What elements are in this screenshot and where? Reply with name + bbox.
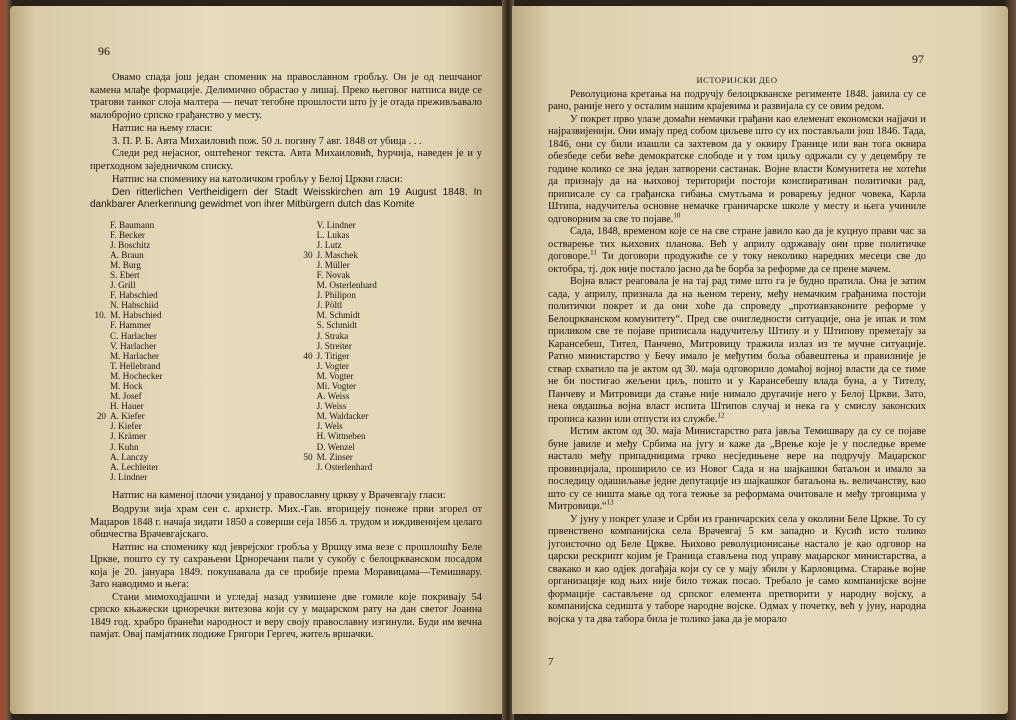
entry-name: M. Osterlenhard	[316, 280, 377, 291]
paragraph	[548, 426, 926, 514]
entry-name: J. Philipon	[316, 290, 356, 301]
entry-name: Mi. Vogter	[316, 381, 357, 391]
inscription-german: Den ritterlichen Vertheidigern der Stadt Weisskirchen am 19 August 1848. In dankbarer Anerkennung gewidmet von ihrer Mitbürgern dutch das Komite	[90, 186, 482, 210]
name-entry	[110, 442, 291, 452]
name-entry	[110, 401, 291, 411]
name-entry	[317, 431, 482, 441]
name-entry	[110, 341, 291, 351]
name-entry	[110, 351, 291, 361]
name-entry	[303, 249, 482, 260]
name-entry	[110, 421, 291, 431]
entry-name: N. Habschiid	[110, 300, 159, 311]
entry-name: H. Wittneben	[316, 431, 366, 442]
paragraph: Натпис на споменику на католичком гробљу у Белој Цркви гласи:	[112, 174, 403, 185]
name-entry	[317, 260, 482, 270]
entry-number: 40	[303, 350, 313, 361]
paragraph: У јуну у покрет улазе и Срби из граничарских села у околини Беле Цркве. То су првенствено компанијска села Врачевгај 5 км западно и Кусић исто толико југоисточно од Беле Цркве. Њихово револуционисање настало је као одговор на царски рескрипт којим је Граница стављена под управу маџарског министарства, а свакако и као одјек догађаја који су се у мају збили у Карловцима. Старање војне организације код њих није било тежак посао. Требало је само компанијске војне формације састављене од српског елемента претворити у народну војску, а компанијска седишта у таборе народне војске. Одмах у почетку, већ у јуну, народна војска у та два табора била је толико јака да је морало	[548, 513, 926, 625]
entry-name: J. Kiefer	[110, 421, 142, 432]
name-entry	[110, 391, 291, 401]
name-entry	[110, 290, 291, 300]
entry-name: T. Hellebrand	[110, 360, 161, 371]
entry-name: V. Lindner	[316, 219, 356, 230]
entry-name: A. Braun	[110, 249, 144, 260]
name-entry	[110, 250, 291, 260]
entry-name: J. Boschitz	[110, 239, 151, 250]
paragraph: Револуционa кретања на подручју белоцркванске регименте 1848. јавила су се рано, раније него у осталим нашим крајевима и развијала су се овим редом.	[548, 88, 926, 112]
page-number-left: 96	[98, 44, 110, 58]
paragraph: Овамо спада још један споменик на православном гробљу. Он је од пешчаног камена млађе формације. Делимично обрастао у лишај. Преко његовог натписа виде се трагови танког слоја малтера — печат тегобне прошлости што ју је отада преживљавало малобројно српско грађанство у месту.	[90, 72, 482, 121]
name-entry	[317, 310, 482, 320]
entry-name: J. Grill	[110, 280, 136, 291]
entry-name: M. Harlacher	[110, 350, 159, 361]
footnote-ref: 11	[590, 248, 597, 257]
entry-name: D. Wenzel	[316, 441, 355, 452]
entry-name: M. Vogter	[316, 370, 354, 381]
entry-name: J. Straka	[316, 330, 349, 341]
name-entry	[110, 280, 291, 290]
entry-name: A. Kiefer	[110, 411, 145, 422]
name-entry	[110, 462, 291, 472]
name-entry	[317, 361, 482, 371]
name-entry	[94, 310, 291, 321]
name-entry	[317, 341, 482, 351]
entry-name: J. Kuhn	[110, 441, 139, 452]
paragraph-text: Истим актом од 30. маја Министарство рата јавља Темишвару да су се појаве буне јавиле и међу Србима на југу и каже да „Врење које је у последње време настало међу припадницима грчко несједињене вере на подручју Маџарског провинцијала, проширило се из Новог Сада и на шајкашки батаљон и имало за последицу одашиљање једне депутације из шајкашког батаљона њ. величанству, као што су се ништа мање од тога тежње за реформама очитовале и међу трговцима у Митровици.“	[548, 426, 926, 512]
entry-name: M. Schmidt	[316, 310, 360, 321]
left-page	[10, 6, 504, 714]
entry-name: A. Lechleiter	[110, 461, 159, 472]
names-list	[90, 220, 482, 482]
name-entry	[110, 270, 291, 280]
page-number-right: 97	[912, 52, 924, 66]
entry-name: J. Weiss	[316, 401, 347, 412]
name-entry	[110, 331, 291, 341]
entry-name: A. Weiss	[316, 391, 350, 402]
name-entry	[110, 472, 291, 482]
entry-name: M. Hochecker	[110, 370, 163, 381]
paragraph	[548, 226, 926, 276]
paragraph: Натпис на њему гласи:	[112, 123, 213, 134]
name-entry	[317, 240, 482, 250]
name-entry	[317, 300, 482, 310]
entry-number: 30	[303, 249, 313, 260]
name-entry	[110, 452, 291, 462]
entry-name: F. Becker	[110, 229, 145, 240]
entry-name: V. Harlacher	[110, 340, 157, 351]
entry-name: F. Hammer	[110, 320, 152, 331]
entry-name: M. Habschied	[110, 310, 162, 321]
signature-mark: 7	[548, 656, 554, 668]
name-entry	[317, 331, 482, 341]
entry-name: M. Burg	[110, 259, 141, 270]
paragraph: Натпис на каменој плочи узиданој у православну цркву у Врачевгају гласи:	[112, 489, 446, 501]
entry-name: J. Wels	[316, 421, 343, 432]
name-entry	[317, 411, 482, 421]
name-entry	[317, 290, 482, 300]
entry-name: J. Krämer	[110, 431, 147, 442]
entry-name: J. Maschek	[316, 249, 358, 260]
footnote-ref: 10	[673, 211, 681, 220]
entry-name: F. Novak	[316, 269, 351, 280]
entry-name: S. Schmidt	[316, 320, 357, 331]
name-entry	[110, 381, 291, 391]
name-entry	[317, 280, 482, 290]
right-page-text	[548, 74, 926, 626]
entry-name: S. Ebert	[110, 269, 140, 280]
inscription: Водрузи зија храм сеи с. архистр. Мих.-Гав. вторицеју понеже први згорел от Маџаров 1848 г. начаја зидати 1850 а соверши сеја 1856 л. трудом и иждивенијем целаго обшчества Врачевгајскаго.	[90, 504, 482, 541]
names-column-2	[291, 220, 482, 482]
name-entry	[110, 240, 291, 250]
inscription: Стани мимоходјашчи и угледај назад узвишене две гомиле које покривају 54 српско књажески црноречки витезова који су у маџарском рату на дан светог Јоанна 1849 год. храбро бранећи народност и веру своју православну изгинули. Буди им вечна памјат. Овај памјатник подиже Григори Гергеч, житељ вршачки.	[90, 591, 482, 641]
name-entry	[110, 230, 291, 240]
name-entry	[317, 401, 482, 411]
name-entry	[110, 300, 291, 310]
entry-name: J. Lutz	[316, 239, 342, 250]
name-entry	[110, 361, 291, 371]
entry-name: J. Titiger	[316, 350, 350, 361]
entry-name: J. Müller	[316, 259, 350, 270]
inscription: З. П. Р. Б. Авта Михаиловић пож. 50 л. погину 7 авг. 1848 от убица . . .	[112, 135, 422, 147]
entry-name: J. Osterlenhard	[316, 461, 373, 472]
name-entry	[317, 391, 482, 401]
entry-number: 10.	[94, 310, 106, 321]
entry-name: F. Baumann	[110, 219, 155, 230]
name-entry	[317, 381, 482, 391]
name-entry	[317, 462, 482, 472]
name-entry	[317, 270, 482, 280]
entry-name: A. Lanczy	[110, 451, 149, 462]
footnote-ref: 12	[717, 411, 725, 420]
name-entry	[317, 442, 482, 452]
paragraph-text-tail: Ти договори продужиће се у току неколико наредних месеци све до октобра, тј. док није постало јасно да ће борба за реформе да се прене мачем.	[548, 251, 926, 275]
footnote-ref: 13	[606, 498, 614, 507]
name-entry	[110, 220, 291, 230]
names-column-1	[90, 220, 291, 482]
section-header: ИСТОРИЈСКИ ДЕО	[696, 75, 778, 85]
name-entry	[317, 220, 482, 230]
name-entry	[110, 431, 291, 441]
entry-name: M. Zinser	[316, 451, 353, 462]
entry-number: 50	[303, 451, 313, 462]
name-entry	[317, 371, 482, 381]
name-entry	[317, 421, 482, 431]
entry-name: C. Harlacher	[110, 330, 157, 341]
paragraph-text: У покрет прво улазе домаћи немачки грађани као елеменат економски најјачи и најразвијенији. Они имају пред собом циљеве што су их постављали још 1846. Тада, 1846, они су били изашли са захтевом да у оквиру Границе или ван тога оквира обезбеде себи веће демократске слободе и у том циљу одржали су у децембру те године колико се зна један затворени састанак. Војне власти Комунитета не хотећи да признају да на њиховој територији постоји конспиративан политички рад, приписале су са грађанска гибања смутљама и роварењу једног човека, Карла Штипа, надучитеља основне немачке граничарске школе у месту и њега учиниле одговорним за све то појаве.	[548, 113, 926, 225]
entry-name: M. Hock	[110, 381, 143, 391]
paragraph-text: Војна власт реаговала је на тај рад тиме што га је будно пратила. Она је затим сада, у априлу, признала да на њеном терену, међу немачким грађанима постоји политички покрет и да они хоће да спроведу „протиавзаконите реформе у Белоцркванском комунитету“. Пред све очигледности ситуације, она је ипак и том приликом све те појаве приписала надучитељу Штипу и у Штиповy преметају за Карансебеш, Тител, Панчево, Митровицу тражила излаз из те мучне ситуације. Ратно министарство у Бечу имало је међутим боља обавештења и правилније је ствар схватило па је актом од 30. маја одговорило домаћој војној власти да се тиме не би постигао жељени циљ, пошто и у Карансебешу влада буна, а у Тителу, Панчеву и Митровици да стање није нимало другачије него у Белој Цркви. Зато, нека овдашња војна власт испита Штипов случај и нека га у смислу законских прописа казни или отпусти из службе.	[548, 276, 926, 425]
name-entry	[110, 371, 291, 381]
name-entry	[96, 411, 291, 422]
paragraph: Натпис на споменику код јеврејског гробља у Вршцу има везе с прошлошћу Беле Цркве, пошто су ту сахрањени Црноречани пали у сукобу с белоцркванском посадом која је 20. јануара 1849. покушавала да се пробије према Моравицама—Темишвару. Зато наводимо и њега:	[90, 541, 482, 591]
left-page-text	[90, 72, 482, 642]
paragraph: Следи ред нејасног, оштећеног текста. Авта Михаиловић, ћурчија, наведен је и у претходном заједничком списку.	[90, 148, 482, 172]
entry-name: F. Habschied	[110, 290, 158, 301]
paragraph	[548, 114, 926, 227]
right-page	[512, 6, 1008, 714]
entry-name: J. Vogter	[316, 360, 349, 371]
entry-name: J. Pöltl	[316, 300, 343, 311]
name-entry	[317, 230, 482, 240]
name-entry	[303, 350, 482, 361]
entry-name: H. Hauer	[110, 401, 144, 412]
name-entry	[110, 260, 291, 270]
entry-name: L. Lukas	[316, 229, 350, 240]
name-entry	[317, 320, 482, 330]
entry-name: M. Waldacker	[316, 411, 369, 422]
name-entry	[110, 320, 291, 330]
paragraph-text: Сада, 1848, временом које се на све стране јавило као да је куцнуо прави час за остварење тих њихових планова. Већ у априлу одржавају они прве политичке договоре.	[548, 226, 926, 262]
entry-name: M. Josef	[110, 391, 142, 402]
paragraph	[548, 276, 926, 426]
name-entry	[303, 451, 482, 462]
entry-name: J. Streiter	[316, 340, 352, 351]
entry-name: J. Lindner	[110, 471, 148, 482]
entry-number: 20	[96, 411, 106, 422]
